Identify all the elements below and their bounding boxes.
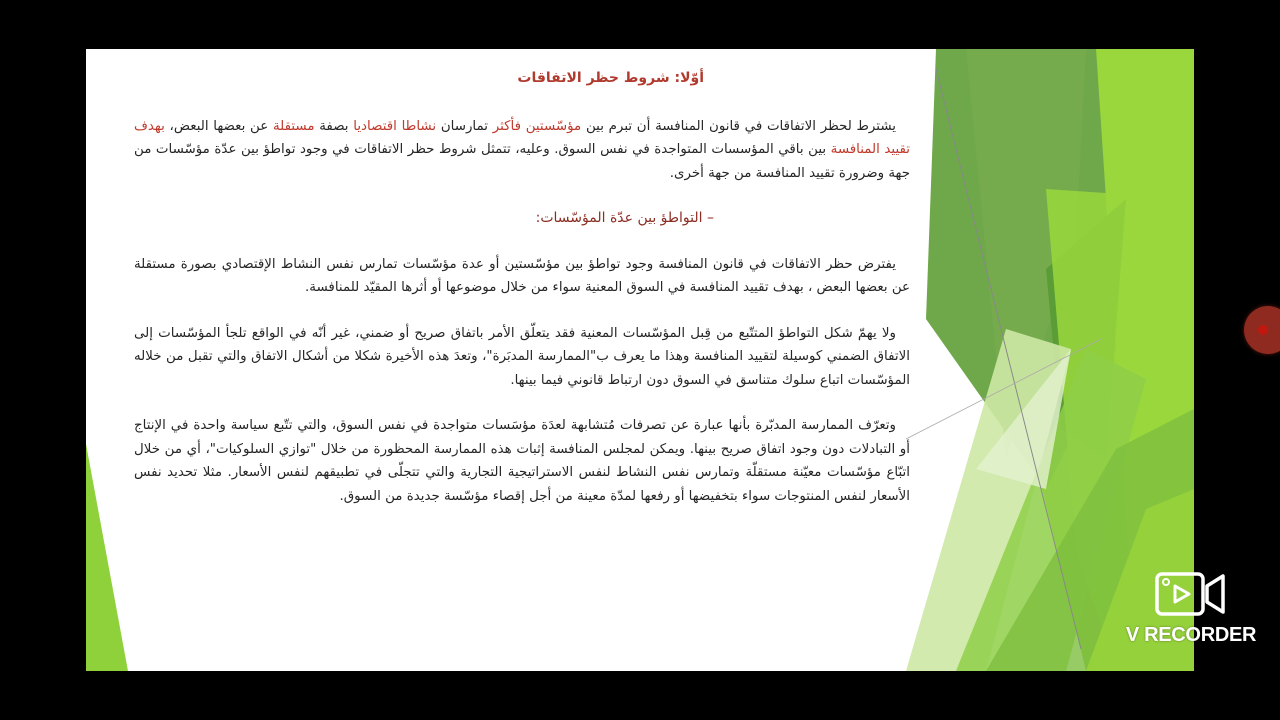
v-recorder-watermark [1116, 572, 1266, 647]
paragraph-concerted-practice: ولا يهمّ شكل التواطؤ المتتّبع من قِبل المؤسّسات المعنية فقد يتعلّق الأمر باتفاق صريح أو ضمني، غير أنّه في الواقع تلجأ المؤسّسات إلى الاتفاق الضمني كوسيلة لتقييد المنافسة وهذا ما يعرف ب"الممارسة المدبَرة"، وتعدَ هذه الأخيرة شكلا من أشكال الاتفاق والتي تقبل من خلاله المؤسّسات اتباع سلوك متناسق في السوق دون ارتباط قانوني فيما بينها. [134, 325, 910, 388]
paragraph-conditions [134, 115, 910, 186]
text-run: عن بعضها البعض، [164, 118, 273, 134]
video-camera-play-icon [1155, 572, 1227, 616]
presentation-slide [86, 49, 1194, 671]
paragraph-definition: وتعرّف الممارسة المدبّرة بأنها عبارة عن تصرفات مُتشابهة لعدَة مؤسَسات متواجدة في نفس السوق، والتي تتّبع سياسة واحدة في الإنتاج أو التبادلات دون وجود اتفاق صريح بينها. ويمكن لمجلس المنافسة إثبات هذه الممارسة المحظورة من خلال "توازي السلوكيات"، أي من خلال اتبّاع مؤسّسات معيّنة مستقلّة وتمارس نفس النشاط لنفس الاستراتيجية التجارية والتي تتجلّى في تطبيقهم لنفس الأسعار. مثلا تحديد نفس الأسعار لنفس المنتوجات سواء بتخفيضها أو رفعها لمدّة معينة من أجل إقصاء مؤسّسة جديدة من السوق. [134, 418, 910, 504]
watermark-text: V RECORDER [1125, 624, 1257, 646]
slide-content [134, 67, 910, 508]
highlight-independent: مستقلة [272, 118, 315, 134]
text-run: تمارسان [436, 118, 493, 134]
highlight-economic-activity: نشاطا اقتصاديا [353, 118, 437, 134]
text-run: بين باقي المؤسسات المتواجدة في نفس السوق. وعليه، تتمثل شروط حظر الاتفاقات في وجود تواطؤ بين عدّة مؤسّسات من جهة وضرورة تقييد المنافسة من جهة أخرى. [134, 142, 910, 181]
highlight-two-or-more-firms: مؤسّستين فأكثر [492, 118, 582, 134]
slide-title: أوّلا: شروط حظر الاتفاقات [517, 70, 704, 86]
text-run: بصفة [314, 118, 354, 134]
text-run: يشترط لحظر الاتفاقات في قانون المنافسة أن تبرم بين [581, 118, 896, 134]
record-dot-icon[interactable] [1244, 306, 1280, 354]
paragraph-collusion: يفترض حظر الاتفاقات في قانون المنافسة وجود تواطؤ بين مؤسّستين أو عدة مؤسّسات تمارس نفس النشاط الإقتصادي بصورة مستقلة عن بعضها البعض ، بهدف تقييد المنافسة في السوق المعنية سواء من خلال موضوعها أو أثرها المقيّد للمنافسة. [134, 256, 910, 295]
highlight-restrict-competition: بهدف تقييد المنافسة [134, 118, 910, 157]
subheading-collusion: – التواطؤ بين عدّة المؤسّسات: [535, 210, 714, 226]
